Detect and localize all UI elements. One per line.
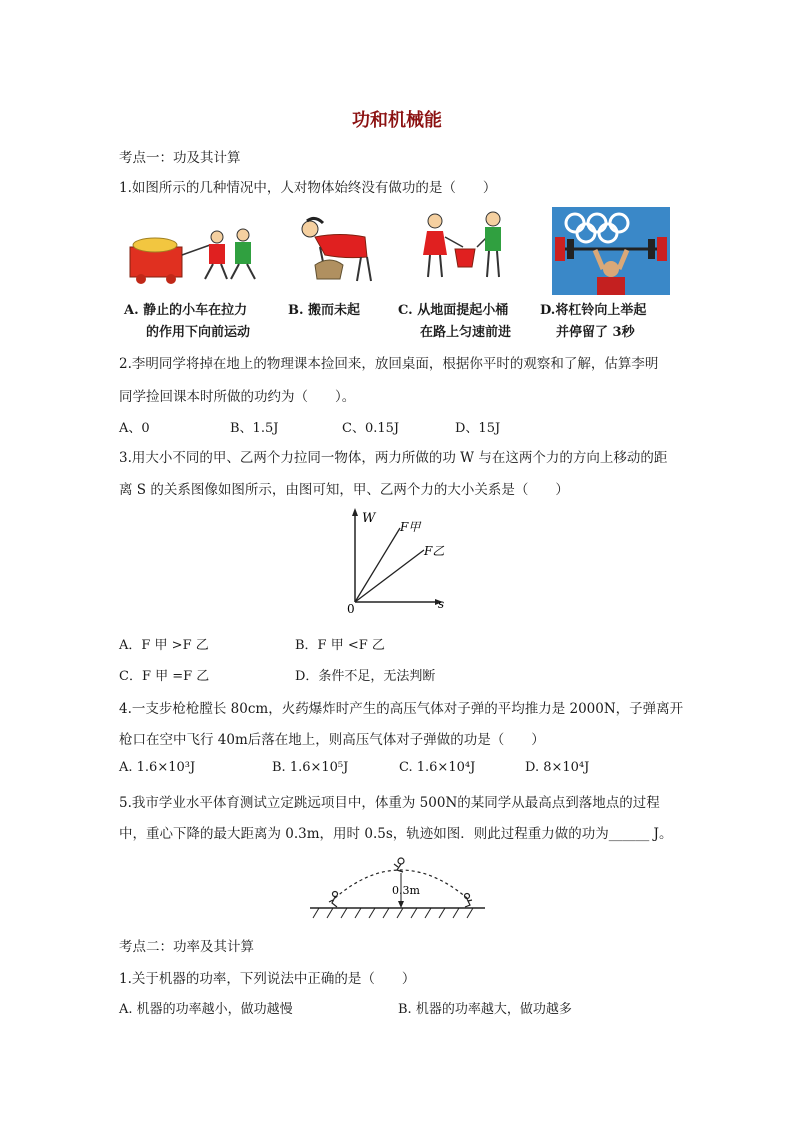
ground-hatching (313, 908, 473, 918)
q1-caption-c-label: C. (398, 303, 413, 318)
q4-option-a: A. 1.6×10³J (119, 760, 196, 775)
q1-caption-a-line1: 静止的小车在拉力 (143, 303, 248, 318)
carrying-bucket-illustration (423, 212, 501, 277)
question-4-line2: 枪口在空中飞行 40m后落在地上，则高压气体对子弹做的功是（ ） (119, 732, 545, 748)
lifting-rock-illustration (302, 218, 371, 281)
q1-caption-a-label: A. (124, 303, 139, 318)
q4-option-d: D. 8×10⁴J (525, 760, 590, 775)
q1-caption-a (124, 300, 274, 344)
q4-option-b: B. 1.6×10⁵J (272, 760, 349, 775)
q1-caption-c-line1: 从地面提起小桶 (417, 303, 509, 318)
line-f-jia (355, 528, 400, 602)
page-title: 功和机械能 (352, 110, 442, 131)
q6-option-b: B. 机器的功率越大，做功越多 (398, 1002, 572, 1017)
y-axis-label: W (362, 511, 376, 526)
jumper-land (465, 894, 473, 908)
height-label: 0.3m (392, 884, 420, 897)
section-heading-2: 考点二：功率及其计算 (119, 939, 254, 955)
q1-caption-c-line2: 在路上匀速前进 (420, 325, 512, 340)
y-axis-arrow (352, 508, 358, 516)
cart-pulling-illustration (130, 229, 255, 284)
q1-caption-b (288, 300, 388, 322)
jump-trajectory-figure (305, 850, 490, 922)
q6-option-a: A. 机器的功率越小，做功越慢 (119, 1002, 293, 1017)
q3-option-a: A．F 甲 >F 乙 (119, 638, 209, 653)
question-2-line1: 2.李明同学将掉在地上的物理课本捡回来，放回桌面，根据你平时的观察和了解，估算李明 (119, 356, 659, 372)
line-f-yi (355, 550, 424, 602)
jumper-start (329, 892, 338, 908)
q2-option-d: D、15J (455, 421, 501, 436)
weightlifter-photo (552, 207, 670, 295)
q4-option-c: C. 1.6×10⁴J (399, 760, 476, 775)
question-2-line2: 同学捡回课本时所做的功约为（ ）。 (119, 389, 356, 405)
question-1-illustrations (125, 207, 675, 302)
question-5-line2: 中，重心下降的最大距离为 0.3m，用时 0.5s，轨迹如图．则此过程重力做的功为______ J。 (119, 826, 673, 842)
q3-option-c: C．F 甲 =F 乙 (119, 669, 210, 684)
q1-caption-b-label: B. (288, 303, 304, 318)
q1-caption-b-line1: 搬而未起 (308, 303, 361, 318)
q2-option-c: C、0.15J (342, 421, 400, 436)
question-4-line1: 4.一支步枪枪膛长 80cm，火药爆炸时产生的高压气体对子弹的平均推力是 2000N，子弹离开 (119, 701, 684, 717)
question-3-line1: 3.用大小不同的甲、乙两个力拉同一物体，两力所做的功 W 与在这两个力的方向上移动的距 (119, 450, 668, 466)
section-heading-1: 考点一：功及其计算 (119, 150, 241, 166)
q1-caption-d-line2: 并停留了 3秒 (556, 325, 635, 340)
w-s-graph (340, 505, 460, 620)
q1-caption-d-line1: 将杠铃向上举起 (555, 303, 647, 318)
question-3-line2: 离 S 的关系图像如图所示，由图可知，甲、乙两个力的大小关系是（ ） (119, 482, 569, 498)
line-f-jia-label: F甲 (400, 520, 421, 534)
line-f-yi-label: F乙 (424, 544, 445, 558)
q1-caption-d (540, 300, 680, 344)
q2-option-b: B、1.5J (230, 421, 279, 436)
q1-caption-c (398, 300, 548, 344)
q1-caption-d-label: D. (540, 303, 556, 318)
q1-caption-a-line2: 的作用下向前运动 (146, 325, 251, 340)
q3-option-b: B．F 甲 <F 乙 (295, 638, 385, 653)
origin-label: 0 (347, 602, 355, 616)
q2-option-a: A、0 (119, 421, 150, 436)
x-axis-label: s (438, 597, 445, 611)
q3-option-d: D．条件不足，无法判断 (295, 669, 436, 684)
question-6-text: 1.关于机器的功率，下列说法中正确的是（ ） (119, 971, 416, 987)
question-5-line1: 5.我市学业水平体育测试立定跳远项目中，体重为 500N的某同学从最高点到落地点的过程 (119, 795, 660, 811)
question-1-text: 1.如图所示的几种情况中，人对物体始终没有做功的是（ ） (119, 180, 497, 196)
